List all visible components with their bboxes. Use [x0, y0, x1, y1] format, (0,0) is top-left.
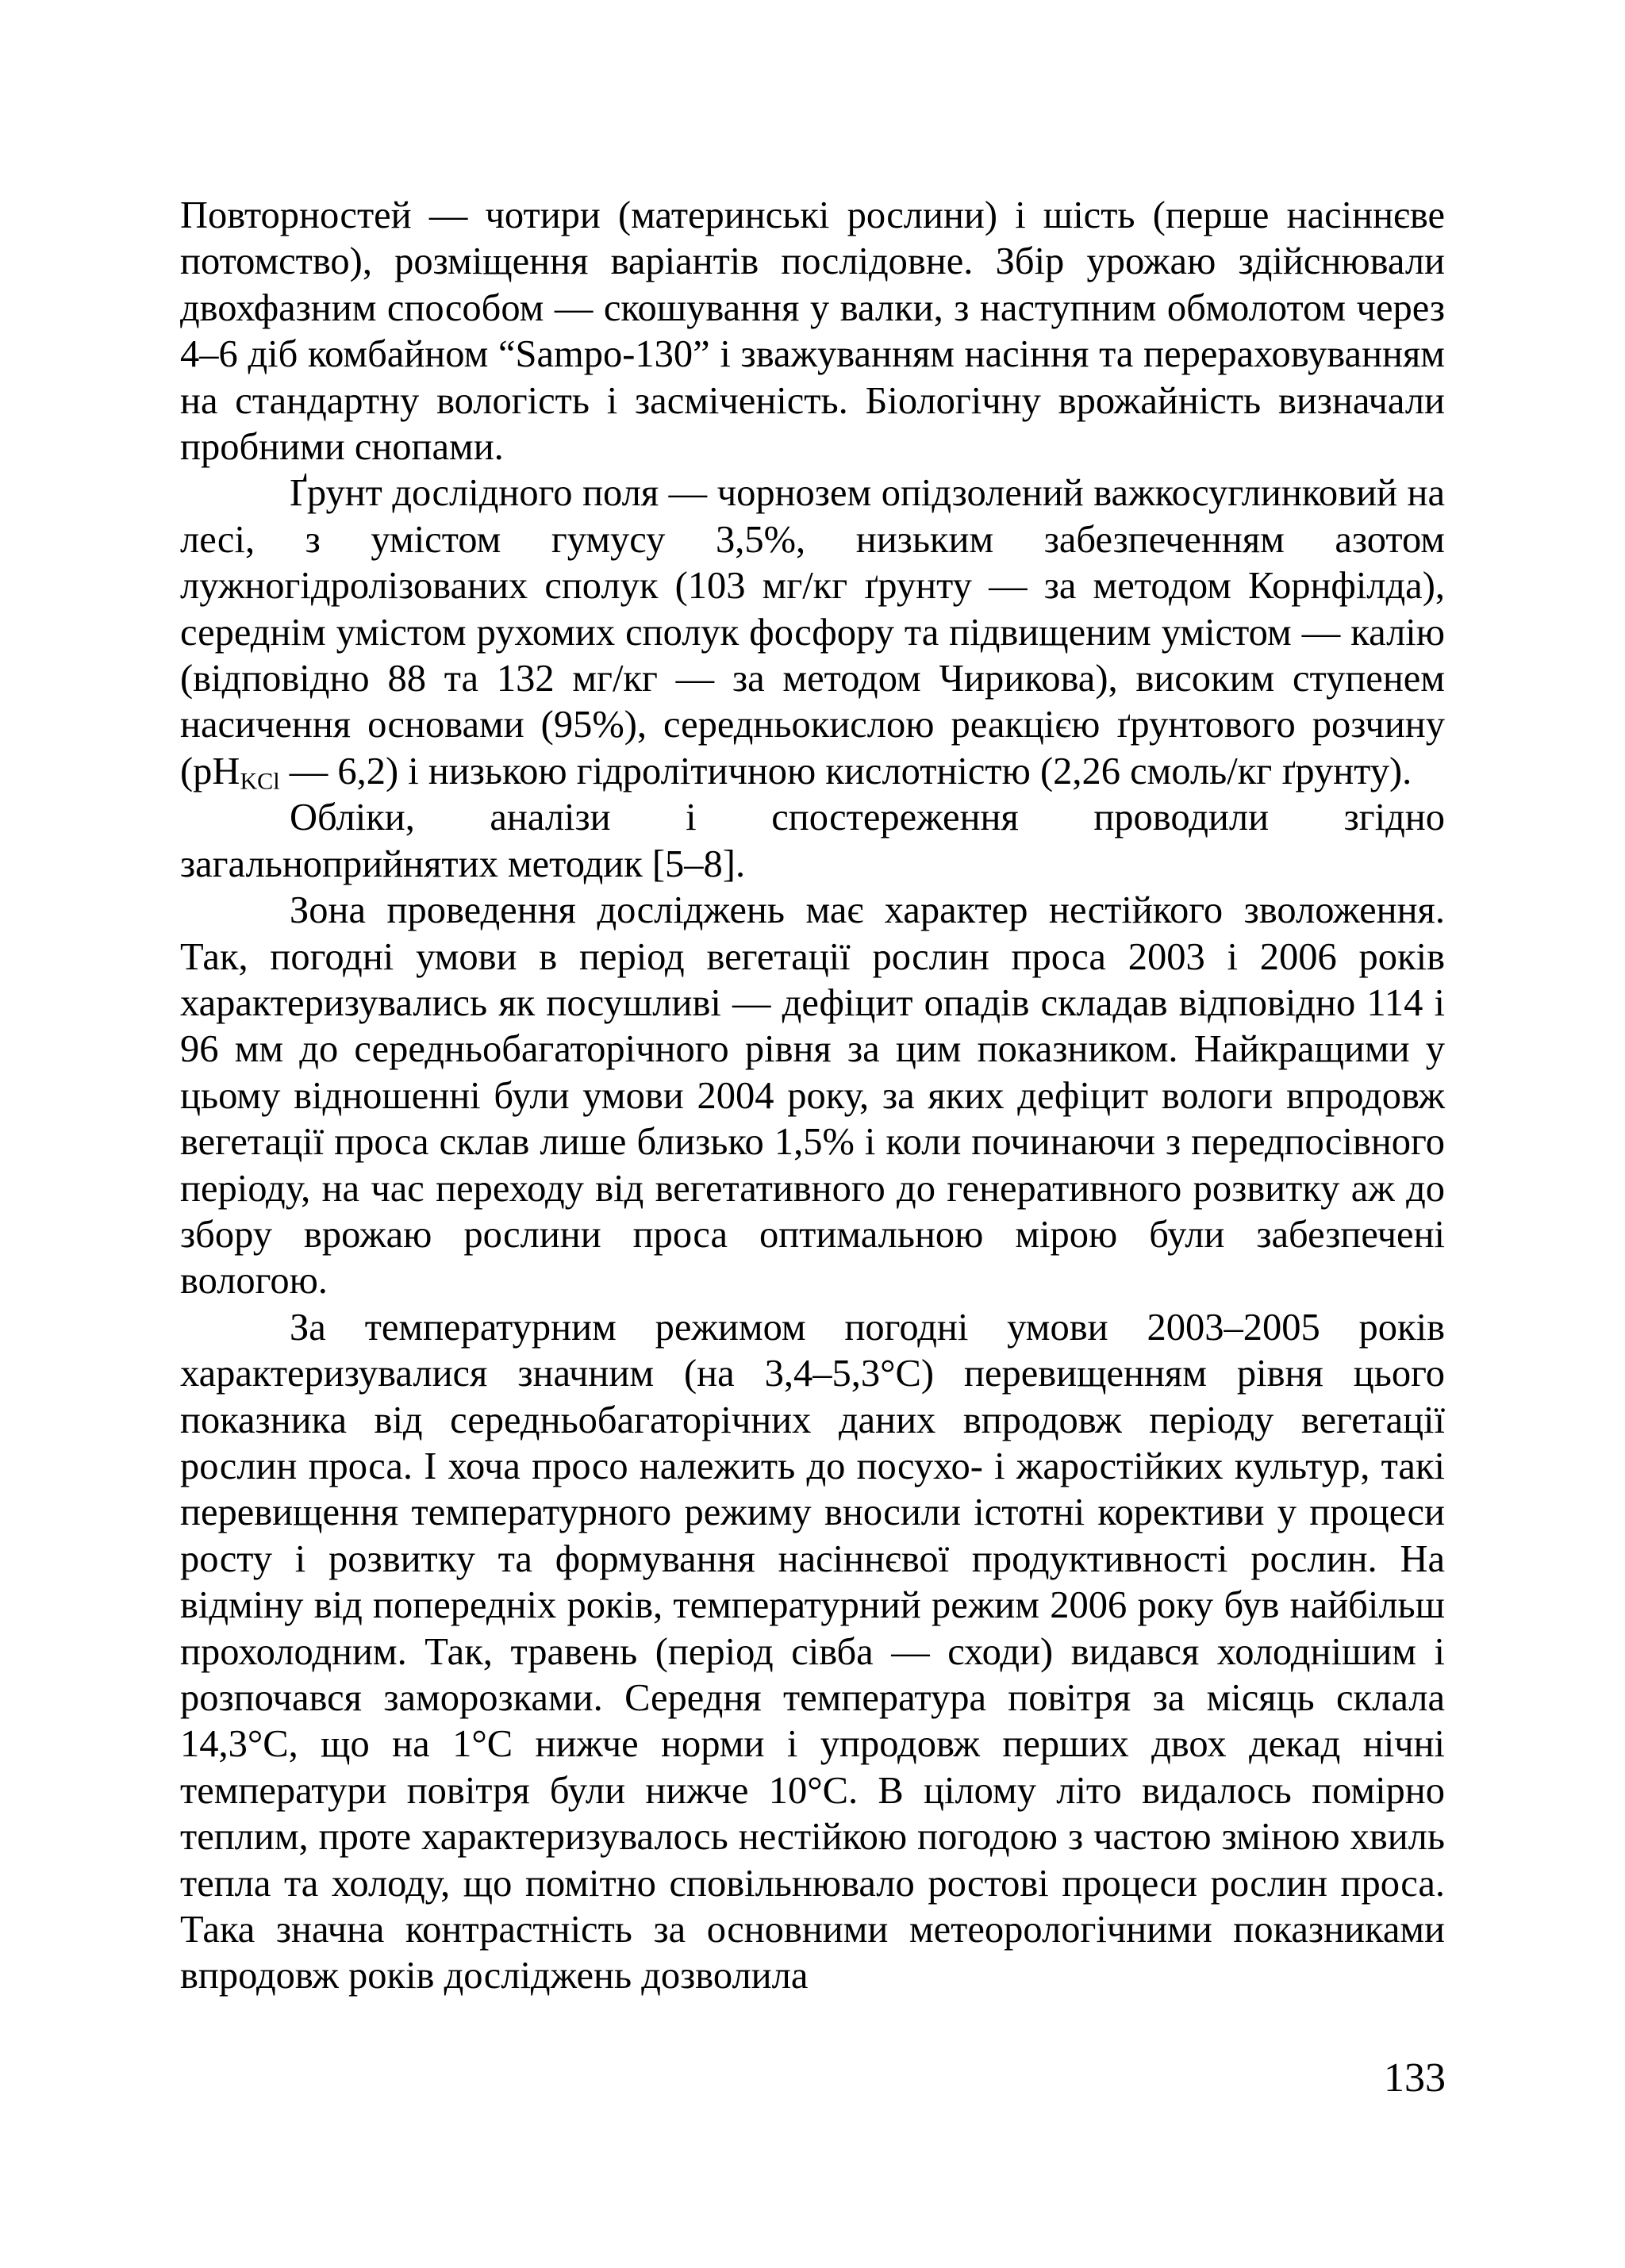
text-run: — 6,2) і низькою гідролітичною кислотністю (2,26 смоль/кг ґрунту). — [279, 750, 1412, 792]
paragraph: Обліки, аналізи і спостереження проводили згідно загальноприйнятих методик [5–8]. — [180, 796, 1445, 885]
paragraph: За температурним режимом погодні умови 2003–2005 років характеризувалися значним (на 3,4–5,3°С) перевищенням рівня цього показника від середньобагаторічних даних впродовж періоду вегетації рослин проса. І хоча просо належить до посухо- і жаростійких культур, такі перевищення температурного режиму вносили істотні корективи у процеси росту і розвитку та формування насіннєвої продуктивності рослин. На відміну від попередніх років, температурний режим 2006 року був найбільш прохолодним. Так, травень (період сівба — сходи) видався холоднішим і розпочався заморозками. Середня температура повітря за місяць склала 14,3°С, що на 1°С нижче норми і упродовж перших двох декад нічні температури повітря були нижче 10°С. В цілому літо видалось помірно теплим, проте характеризувалось нестійкою погодою з частою зміною хвиль тепла та холоду, що помітно сповільнювало ростові процеси рослин проса. Така значна контрастність за основними метеорологічними показниками впродовж років досліджень дозволила — [180, 1306, 1445, 1997]
body-text — [180, 193, 1445, 2000]
paragraph: Зона проведення досліджень має характер нестійкого зволоження. Так, погодні умови в період вегетації рослин проса 2003 і 2006 років характеризувались як посушливі — дефіцит опадів складав відповідно 114 і 96 мм до середньобагаторічного рівня за цим показником. Найкращими у цьому відношенні були умови 2004 року, за яких дефіцит вологи впродовж вегетації проса склав лише близько 1,5% і коли починаючи з передпосівного періоду, на час переходу від вегетативного до генеративного розвитку аж до збору врожаю рослини проса оптимальною мірою були забезпечені вологою. — [180, 889, 1445, 1303]
text-run: Ґрунт дослідного поля — чорнозем опідзолений важкосуглинковий на лесі, з умістом гумусу 3,5%, низьким забезпеченням азотом лужногідролізованих сполук (103 мг/кг ґрунту — за методом Корнфілда), середнім умістом рухомих сполук фосфору та підвищеним умістом — калію (відповідно 88 та 132 мг/кг — за методом Чирикова), високим ступенем насичення основами (95%), середньокислою реакцією ґрунтового розчину (pH — [180, 472, 1445, 792]
paragraph: Повторностей — чотири (материнські рослини) і шість (перше насіннєве потомство), розміщення варіантів послідовне. Збір урожаю здійснювали двохфазним способом — скошування у валки, з наступним обмолотом через 4–6 діб комбайном “Sampo-130” і зважуванням насіння та перераховуванням на стандартну вологість і засміченість. Біологічну врожайність визначали пробними снопами. — [180, 194, 1445, 469]
page-number: 133 — [1384, 2055, 1446, 2101]
paragraph — [180, 470, 1445, 795]
subscript: KCl — [240, 767, 280, 795]
